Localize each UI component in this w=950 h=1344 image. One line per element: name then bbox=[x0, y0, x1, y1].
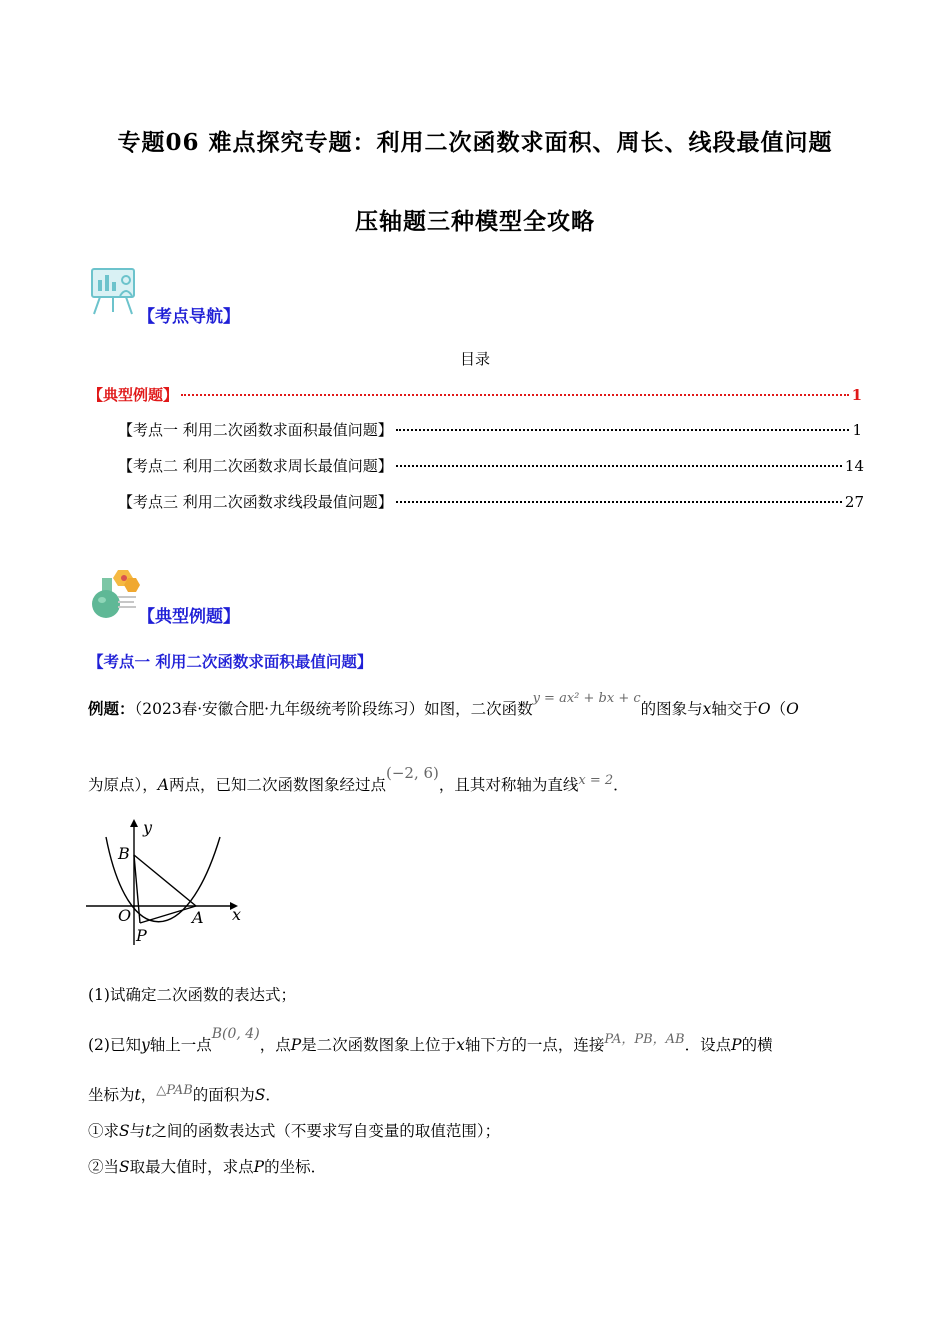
toc-dots bbox=[396, 501, 842, 503]
toc-label: 目录 bbox=[459, 350, 490, 368]
toc-main-page: 1 bbox=[851, 386, 862, 404]
toc-main-text: 【典型例题】 bbox=[88, 386, 179, 404]
page-subtitle: 压轴题三种模型全攻略 bbox=[355, 208, 595, 235]
sub-question-1: ①求S与t之间的函数表达式（不要求写自变量的取值范围）； bbox=[88, 1122, 501, 1140]
toc-entry-1[interactable] bbox=[118, 419, 862, 440]
function-formula: y = ax² + bx + c bbox=[532, 691, 641, 706]
given-point: (−2, 6) bbox=[385, 764, 439, 782]
label-b: B bbox=[118, 844, 130, 863]
label-p: P bbox=[136, 926, 147, 945]
toc-dots bbox=[396, 429, 850, 431]
triangle-pab: △PAB bbox=[156, 1083, 193, 1098]
problem-label: 例题： bbox=[88, 699, 135, 718]
y-axis-arrow bbox=[130, 819, 138, 827]
toc-entry-2[interactable] bbox=[118, 455, 864, 476]
question-2-line-2: 坐标为t，$^{\triangle PAB}$的面积为S． bbox=[88, 1083, 281, 1104]
presentation-board-icon bbox=[88, 266, 140, 318]
nav-heading: 【考点导航】 bbox=[138, 307, 240, 327]
topic-heading: 【考点一 利用二次函数求面积最值问题】 bbox=[88, 652, 373, 671]
label-a: A bbox=[192, 908, 204, 927]
toc-dots bbox=[396, 465, 842, 467]
toc-entry-page: 14 bbox=[844, 457, 864, 475]
toc-main-entry[interactable] bbox=[88, 384, 862, 405]
section-heading: 【典型例题】 bbox=[138, 607, 240, 627]
flask-icon bbox=[88, 568, 140, 620]
toc-dots bbox=[181, 394, 849, 396]
segment-bp bbox=[134, 855, 140, 923]
toc-entry-text: 【考点三 利用二次函数求线段最值问题】 bbox=[118, 493, 393, 511]
problem-line-2: 为原点），A两点，已知二次函数图象经过点(−2, 6)，且其对称轴为直线$^{x = 2}$． bbox=[88, 764, 629, 794]
point-b: B(0, 4) bbox=[211, 1026, 260, 1042]
label-y: y bbox=[143, 818, 153, 837]
parabola-figure bbox=[86, 815, 250, 950]
segments: PA，PB，AB bbox=[604, 1032, 685, 1047]
page-title: 专题06 难点探究专题：利用二次函数求面积、周长、线段最值问题 bbox=[117, 129, 833, 156]
question-2-line-1: (2)已知y轴上一点B(0, 4)，点P是二次函数图象上位于x轴下方的一点，连接$^{PA,PB,AB}$．设点P的横 bbox=[88, 1026, 773, 1054]
toc-entry-text: 【考点一 利用二次函数求面积最值问题】 bbox=[118, 421, 393, 439]
toc-entry-page: 27 bbox=[844, 493, 864, 511]
question-1: (1)试确定二次函数的表达式； bbox=[88, 986, 296, 1004]
toc-entry-text: 【考点二 利用二次函数求周长最值问题】 bbox=[118, 457, 393, 475]
toc-entry-page: 1 bbox=[852, 421, 862, 439]
toc-entry-3[interactable] bbox=[118, 491, 864, 512]
sub-question-2: ②当S取最大值时，求点P的坐标． bbox=[88, 1158, 327, 1176]
axis-equation: x = 2 bbox=[578, 773, 614, 788]
problem-line-1: 例题：（2023春·安徽合肥·九年级统考阶段练习）如图，二次函数$^{y = ax^2 + bx + c}$的图象与x轴交于O（O bbox=[88, 691, 799, 718]
label-x: x bbox=[232, 905, 242, 924]
segment-ba bbox=[134, 855, 196, 906]
label-o: O bbox=[118, 906, 132, 925]
